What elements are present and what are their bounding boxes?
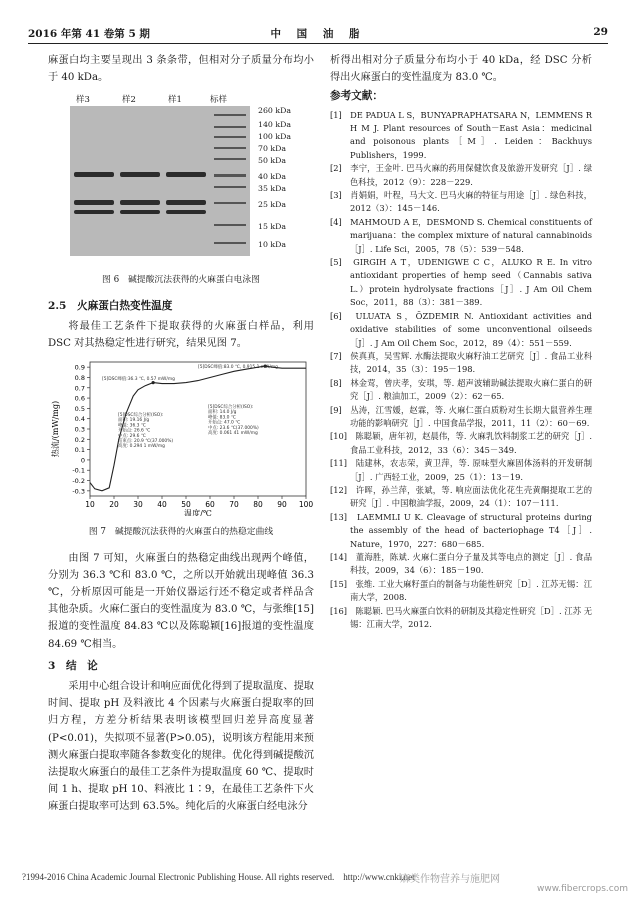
reference-item: [9] 丛涛，江雪媛，赵霖，等. 火麻仁蛋白质粉对生长期大鼠营养生理功能的影响研究［J］. 中国食品学报，2011，11（2）：60－69. <box>330 404 592 428</box>
reference-item: [4] MAHMOUD A E，DESMOND S. Chemical constituents of marijuana：the complex mixture of natural cannabinoids［J］. Life Sci，2005，78（5）：539－548. <box>330 216 592 254</box>
lane-label: 标样 <box>210 95 228 106</box>
figure-6-gel <box>70 92 314 270</box>
mw-label: 70 kDa <box>258 144 287 154</box>
gel-band <box>74 200 114 205</box>
y-tick-label: -0.2 <box>72 477 85 486</box>
annotation-line: [5]DSC综合分析(ISO): <box>208 405 254 411</box>
conclusion-paragraph: 采用中心组合设计和响应面优化得到了提取温度、提取时间、提取 pH 及料液比 4 个因素与火麻蛋白提取率的回归方程，方差分析结果表明该模型回归差异高度显著(P<0.01)，失拟项不显著(P>0.05)，说明该方程能用来预测火麻蛋白提取率随各参数变化的规律。优化得到碱提酸沉法提取火麻蛋白的最佳工艺条件为提取温度 60 ℃、提取时间 1 h、提取 pH 10、料液比 1∶9，在最佳工艺条件下火麻蛋白提取率可达到 63.5%。纯化后的火麻蛋白经电泳分 <box>48 681 314 813</box>
x-tick-label: 50 <box>181 500 191 510</box>
reference-item: [13] LAEMMLI U K. Cleavage of structural proteins during the assembly of the head of bacteriophage T4［J］. Nature，1970，227：680－685. <box>330 511 592 549</box>
x-tick-label: 90 <box>277 500 287 510</box>
gel-band <box>74 172 114 177</box>
watermark-url: www.fibercrops.com <box>537 884 628 894</box>
gel-band <box>166 172 206 177</box>
annotation-line: 峰值: 36.3 ℃ <box>118 423 146 429</box>
figure-7-dsc-chart <box>48 356 314 522</box>
ladder-band <box>214 158 246 160</box>
annotation-line: 中点: 23.6 ℃(37.000%) <box>208 426 259 432</box>
y-tick-label: 0.3 <box>74 425 85 434</box>
gel-band <box>166 200 206 205</box>
section-3-heading: 3 结 论 <box>48 659 98 672</box>
chart-annotation <box>102 375 175 382</box>
page-number: 29 <box>593 26 608 38</box>
reference-item: [5] GIRGIH A T，UDENIGWE C C，ALUKO R E. In vitro antioxidant properties of hemp seed（Cannabis sativa L.）protein hydrolysate fractions［J］. J Am Oil Chem Soc，2011，88（3）：381－389. <box>330 257 592 308</box>
y-tick-label: -0.1 <box>72 466 85 475</box>
ladder-band <box>214 242 246 244</box>
ladder-band <box>214 202 246 204</box>
chart-annotation <box>208 403 259 436</box>
x-tick-label: 30 <box>133 500 143 510</box>
lane-label: 样1 <box>168 95 182 106</box>
x-tick-label: 60 <box>205 500 215 510</box>
lane-label: 样3 <box>76 95 90 106</box>
watermark-text: 麻类作物营养与施肥网 <box>400 874 500 885</box>
figure-7-caption: 图 7 碱提酸沉法获得的火麻蛋白的热稳定曲线 <box>88 527 274 538</box>
gel-band <box>166 210 206 214</box>
y-tick-label: 0.5 <box>74 405 85 414</box>
reference-item: [1] DE PADUA L S，BUNYAPRAPHATSARA N，LEMMENS R H M J. Plant resources of South－East Asia：medicinal and poisonous plants［M］. Leiden：Backhuys Publishers，1999. <box>330 109 592 160</box>
x-tick-label: 100 <box>298 500 314 510</box>
reference-item: [11] 陆建林，农志荣，黄卫萍，等. 原味型火麻固体汤料的开发研制［J］. 广西轻工业，2009，25（1）：13－19. <box>330 458 592 482</box>
gel-image <box>70 106 250 256</box>
dsc-method-paragraph: 将最佳工艺条件下提取获得的火麻蛋白样品，利用 DSC 对其热稳定性进行研究，结果见图 7。 <box>48 320 314 350</box>
gel-band <box>120 172 160 177</box>
journal-name: 中 国 油 脂 <box>270 28 366 40</box>
mw-label: 140 kDa <box>258 120 291 130</box>
page-header <box>28 26 608 42</box>
figure-6-caption: 图 6 碱提酸沉法获得的火麻蛋白电泳图 <box>102 275 260 286</box>
reference-item: [3] 肖娟娟，叶程，马大文. 巴马火麻的特征与用途［J］. 绿色科技，2012（3）：145－146. <box>330 190 592 214</box>
annotation-line: 中点: 29.6 ℃ <box>118 434 146 440</box>
chart-annotation <box>118 411 173 449</box>
mw-label: 35 kDa <box>258 184 287 194</box>
mw-label: 260 kDa <box>258 106 291 116</box>
y-tick-label: 0.1 <box>74 446 85 455</box>
reference-item: [10] 陈聪颖，唐年初，赵晨伟，等. 火麻乳饮料制浆工艺的研究［J］. 食品工业科技，2012，33（6）：345－349. <box>330 431 592 455</box>
reference-item: [16] 陈聪颖. 巴马火麻蛋白饮料的研制及其稳定性研究［D］. 江苏 无锡：江南大学，2012. <box>330 605 592 630</box>
left-intro-paragraph: 麻蛋白均主要呈现出 3 条条带，但相对分子质量分布均小于 40 kDa。 <box>48 55 314 84</box>
ladder-band <box>214 147 246 149</box>
reference-item: [6] ULUATA S，ÖZDEMIR N. Antioxidant activities and oxidative stabilities of some unconventional oilseeds［J］. J Am Oil Chem Soc，2012，89（4）：551－559. <box>330 310 592 348</box>
annotation-line: [5]DSC峰值:36.3 ℃, 0.57 mW/mg <box>102 377 175 383</box>
reference-item: [7] 侯真真，吴雪辉. 水酶法提取火麻籽油工艺研究［J］. 食品工业科技，2014，35（3）：195－198. <box>330 350 592 375</box>
reference-item: [14] 董海胜，陈斌. 火麻仁蛋白分子量及其等电点的测定［J］. 食品科技，2009，34（6）：185－190. <box>330 552 592 576</box>
annotation-line: 面积: 14.0 J/g <box>208 410 237 416</box>
annotation-line: [5]DSC综合分析(ISO): <box>118 413 164 419</box>
reference-item: [15] 张维. 工业大麻籽蛋白的制备与功能性研究［D］. 江苏无锡：江南大学，2008. <box>330 578 592 603</box>
annotation-line: 高度: 0.061 41 mW/mg <box>208 431 258 437</box>
y-tick-label: -0.3 <box>72 487 85 496</box>
issue-info: 2016 年第 41 卷第 5 期 <box>28 28 150 40</box>
x-tick-label: 80 <box>253 500 263 510</box>
annotation-line: 结束点: 20.9 ℃(37.000%) <box>118 439 174 445</box>
chart-annotation <box>198 363 278 370</box>
mw-label: 25 kDa <box>258 200 287 210</box>
dsc-chart-svg <box>48 356 314 516</box>
right-column <box>330 52 592 631</box>
gel-band <box>120 200 160 205</box>
annotation-line: 面积: 19.16 J/g <box>118 418 150 424</box>
references-heading: 参考文献： <box>330 90 383 103</box>
mw-label: 15 kDa <box>258 222 287 232</box>
ladder-band <box>214 114 246 116</box>
gel-band <box>120 210 160 214</box>
reference-item: [2] 李宁，王金叶. 巴马火麻的药用保健饮食及旅游开发研究［J］. 绿色科技，2012（9）：228－229. <box>330 163 592 187</box>
y-tick-label: 0 <box>80 456 85 465</box>
x-tick-label: 40 <box>157 500 167 510</box>
annotation-line: [5]DSC峰值:83.0 ℃, 0.915 1 mW/mg <box>198 365 278 371</box>
header-rule <box>28 43 608 44</box>
dsc-result-paragraph: 由图 7 可知，火麻蛋白的热稳定曲线出现两个峰值，分别为 36.3 ℃和 83.0 ℃，之所以开始就出现峰值 36.3 ℃，分析原因可能是一开始仪器运行还不稳定或者样品含其他杂质。火麻仁蛋白的变性温度为 83.0 ℃，与张维[15]报道的变性温度 84.83 ℃以及陈聪颖[16]报道的变性温度 84.69 ℃相当。 <box>48 552 314 650</box>
mw-label: 10 kDa <box>258 240 287 250</box>
reference-item: [8] 林金莺，曾庆孝，安琪，等. 超声波辅助碱法提取火麻仁蛋白的研究［J］. 粮油加工，2009（2）：62－65. <box>330 377 592 402</box>
annotation-line: 峰值: 83.0 ℃ <box>208 415 236 421</box>
ladder-band <box>214 126 246 128</box>
y-tick-label: 0.8 <box>74 374 85 383</box>
right-intro-paragraph: 析得出相对分子质量分布均小于 40 kDa，经 DSC 分析得出火麻蛋白的变性温度为 83.0 ℃。 <box>330 55 592 84</box>
x-axis-label: 温度/℃ <box>184 509 212 517</box>
x-tick-label: 10 <box>85 500 95 510</box>
y-tick-label: 0.6 <box>74 394 85 403</box>
left-column <box>48 52 314 816</box>
ladder-band <box>214 136 246 138</box>
ladder-band <box>214 186 246 188</box>
lane-label: 样2 <box>122 95 136 106</box>
x-tick-label: 70 <box>229 500 239 510</box>
annotation-line: 高度: 0.294 1 mW/mg <box>118 444 165 450</box>
y-tick-label: 0.9 <box>74 363 85 372</box>
y-tick-label: 0.2 <box>74 436 85 445</box>
reference-item: [12] 许晖，孙兰萍，张斌，等. 响应面法优化花生壳黄酮提取工艺的研究［J］. 中国粮油学报，2009，24（1）：107－111. <box>330 484 592 509</box>
copyright-footer: ?1994-2016 China Academic Journal Electronic Publishing House. All rights reserved. http://www.cnki.net <box>22 872 415 882</box>
x-tick-label: 20 <box>109 500 119 510</box>
mw-label: 40 kDa <box>258 172 287 182</box>
reference-list <box>330 109 592 632</box>
annotation-line: 开始点: 26.6 ℃ <box>118 428 151 434</box>
ladder-band <box>214 174 246 177</box>
y-tick-label: 0.7 <box>74 384 85 393</box>
y-tick-label: 0.4 <box>74 415 85 424</box>
ladder-band <box>214 224 246 226</box>
mw-label: 100 kDa <box>258 132 291 142</box>
mw-label: 50 kDa <box>258 156 287 166</box>
y-axis-label: 热流/(mW/mg) <box>51 401 60 458</box>
annotation-line: 开始点: 47.0 ℃ <box>208 420 241 426</box>
section-2-5-heading: 2.5 火麻蛋白热变性温度 <box>48 299 173 312</box>
gel-band <box>74 210 114 214</box>
